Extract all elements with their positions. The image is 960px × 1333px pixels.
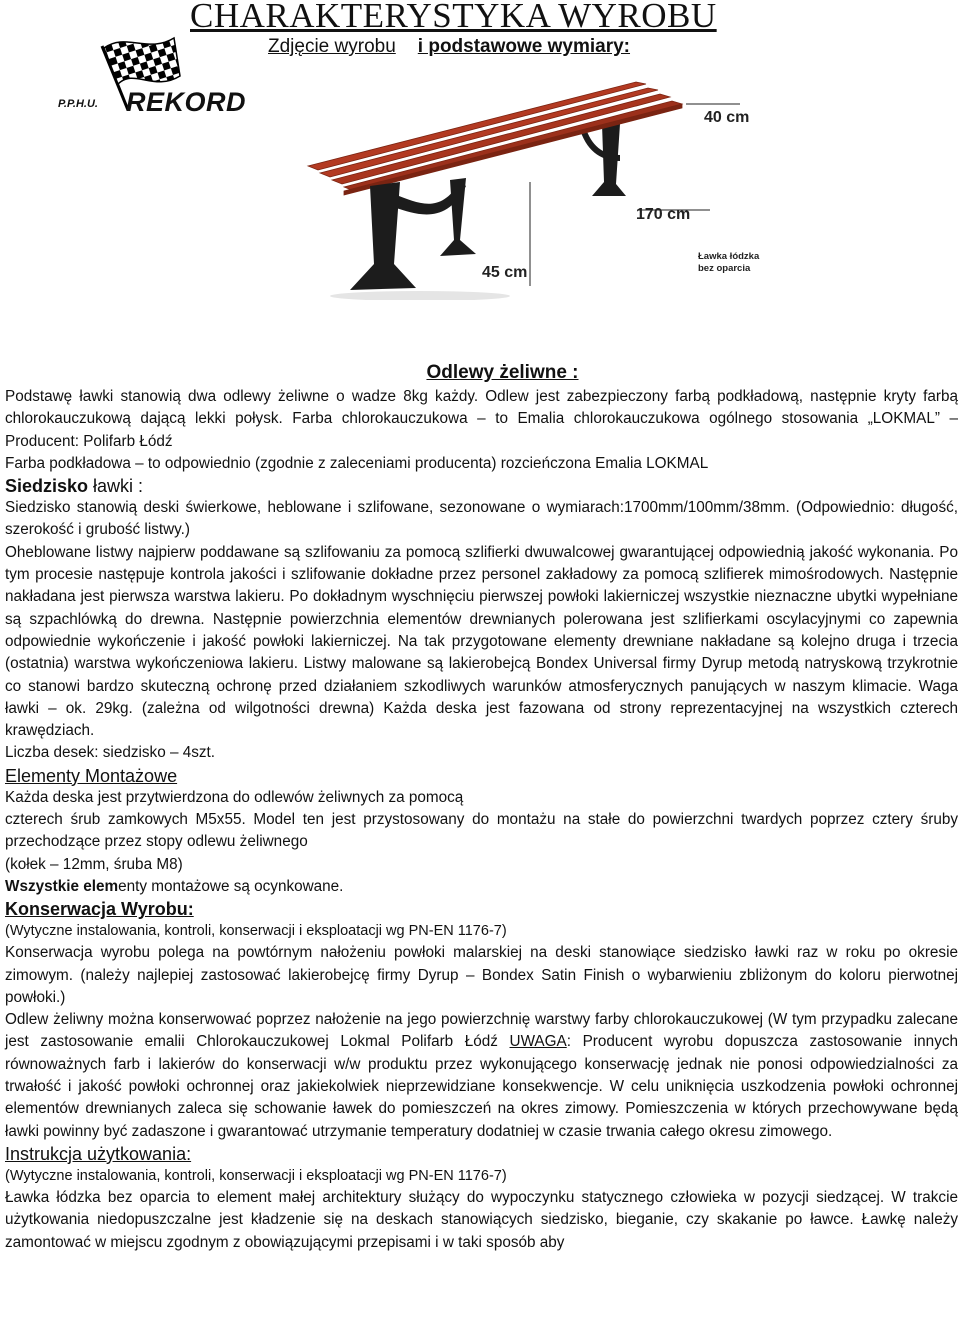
seat-finishing-paragraph: Oheblowane listwy najpierw poddawane są szlifowaniu za pomocą szlifierki dwuwalcowej gwarantującej odpowiednią jakość wykonania. Po tym procesie następuje kontrola jakości i szlifowanie dokładne przez personel zakładowy za pomocą szlifierek mimośrodowych. Następnie nakładana jest pierwsza warstwa lakieru. Po dokładnym wyschnięciu pierwszej powłoki lakierniczej wszystkie nieznaczne ubytki wypełniane są szpachlówką do drewna. Następnie powierzchnia elementów drewnianych polerowana jest szlifierkami oscylacyjnymi co zapewnia odpowiednie wykończenie i jakość powłoki lakierniczej. Na tak przygotowane elementy drewniane nakładane są kolejno druga i trzecia (ostatnia) warstwa wykończeniowa lakieru. Listwy malowane są lakierobejcą Bondex Universal firmy Dyrup metodą natryskową trzykrotnie co stanowi bardzo skuteczną ochronę przed działaniem szkodliwych warunków atmosferycznych panujących w naszym klimacie. Waga ławki – ok. 29kg. (zależna od wilgotności drewna) Każda deska jest fazowana od strony reprezentacyjnej na wszystkich czterech krawędziach. <box>5 543 958 740</box>
section-heading-mounting: Elementy Montażowe <box>5 765 178 786</box>
dimension-depth: 40 cm <box>704 109 750 126</box>
usage-paragraph: Ławka łódzka bez oparcia to element małej architektury służący do wypoczynku statycznego człowieka w pozycji siedzącej. W trakcie użytkowania niedopuszczalne jest kładzenie się na deskach stanowiących siedzisko, bieganie, czy skakanie po ławce. Ławkę należy zamontować w miejscu zgodnym z obowiązującymi przepisami i w taki sposób aby <box>5 1188 958 1251</box>
image-caption-name: Ławka łódzka <box>698 251 760 262</box>
logo-prefix: P.P.H.U. <box>58 98 98 110</box>
primer-paragraph: Farba podkładowa – to odpowiednio (zgodnie z zaleceniami producenta) rozcieńczona Emalia LOKMAL <box>5 454 709 472</box>
seat-dimensions-paragraph: Siedzisko stanowią deski świerkowe, heblowane i szlifowane, sezonowane o wymiarach:1700mm/100mm/38mm. (Odpowiednio: długość, szerokość i grubość listwy.) <box>5 499 958 539</box>
subtitle-photo: Zdjęcie wyrobu <box>268 36 396 57</box>
cast-iron-leg-far <box>582 124 626 196</box>
section-heading-seat: Siedzisko ławki : <box>5 476 144 497</box>
conservation-standard-note: (Wytyczne instalowania, kontroli, konserwacji i eksploatacji wg PN-EN 1176-7) <box>5 923 507 940</box>
conservation-paragraph-1: Konserwacja wyrobu polega na powtórnym nałożeniu powłoki malarskiej na deski stanowiące siedzisko ławki raz w roku po okresie zimowym. (należy najlepiej zastosować lakierobejcę firmy Dyrup – Bondex Satin Finish o wybarwieniu zbliżonym do koloru pierwotnej powłoki.) <box>5 944 958 1006</box>
conservation-paragraph-2: Odlew żeliwny można konserwować poprzez nałożenie na jego powierzchnię warstwy farby chlorokauczukowej (W tym przypadku zalecane jest zastosowanie emalii Chlorokauczukowej Lokmal Polifarb Łódź UWAGA: Producent wyrobu dopuszcza zastosowanie innych równoważnych farb i lakierów do konserwacji w/w produktu przez wykonującego konserwację jednak nie ponosi odpowiedzialności za trwałość i jakość powłoki ochronnej oraz jakiekolwiek nieprzewidziane konsekwencje. W celu uniknięcia uszkodzenia powłoki ochronnej elementów drewnianych zaleca się schowanie ławek do pomieszczeń na okres zimowy. Pomieszczenia w których przechowywane będą ławki powinny być zadaszone i gwarantować utrzymanie temperatury dodatniej w czasie trwania całego okresu zimowego. <box>5 1011 958 1140</box>
cast-iron-leg-near <box>350 178 476 290</box>
section-heading-castings: Odlewy żeliwne : <box>426 362 579 383</box>
castings-paragraph: Podstawę ławki stanowią dwa odlewy żeliwne o wadze 8kg każdy. Odlew jest zabezpieczony farbą podkładową, następnie kryty farbą chlorokauczukową dającą lekki połysk. Farba chlorokauczukowa – to Emalia chlorokauczukowa ogólnego stosowania „LOKMAL” – Producent: Polifarb Łódź <box>5 388 958 450</box>
document-body <box>5 360 958 1254</box>
dimension-length: 170 cm <box>636 206 691 223</box>
bench-product-image <box>290 64 810 300</box>
usage-standard-note: (Wytyczne instalowania, kontroli, konserwacji i eksploatacji wg PN-EN 1176-7) <box>5 1167 507 1184</box>
dimension-height: 45 cm <box>482 264 528 281</box>
subtitle-dimensions: i podstawowe wymiary: <box>417 36 631 57</box>
logo-name: REKORD <box>126 87 247 117</box>
seat-slats <box>308 82 682 195</box>
document-subtitle <box>268 36 630 58</box>
image-caption-variant: bez oparcia <box>698 263 751 274</box>
mounting-paragraph-1: Każda deska jest przytwierdzona do odlewów żeliwnych za pomocą <box>5 788 464 806</box>
section-heading-conservation: Konserwacja Wyrobu: <box>5 899 194 920</box>
mounting-paragraph-2: czterech śrub zamkowych M5x55. Model ten jest przystosowany do montażu na stałe do powierzchni twardych poprzez cztery śruby przechodzące przez stopy odlewu żeliwnego <box>5 811 958 851</box>
document-title: CHARAKTERYSTYKA WYROBU <box>190 0 717 35</box>
mounting-paragraph-4: Wszystkie elementy montażowe są ocynkowane. <box>5 877 344 895</box>
seat-boards-count: Liczba desek: siedzisko – 4szt. <box>5 744 216 762</box>
mounting-paragraph-3: (kołek – 12mm, śruba M8) <box>5 855 183 873</box>
section-heading-usage: Instrukcja użytkowania: <box>5 1143 192 1164</box>
